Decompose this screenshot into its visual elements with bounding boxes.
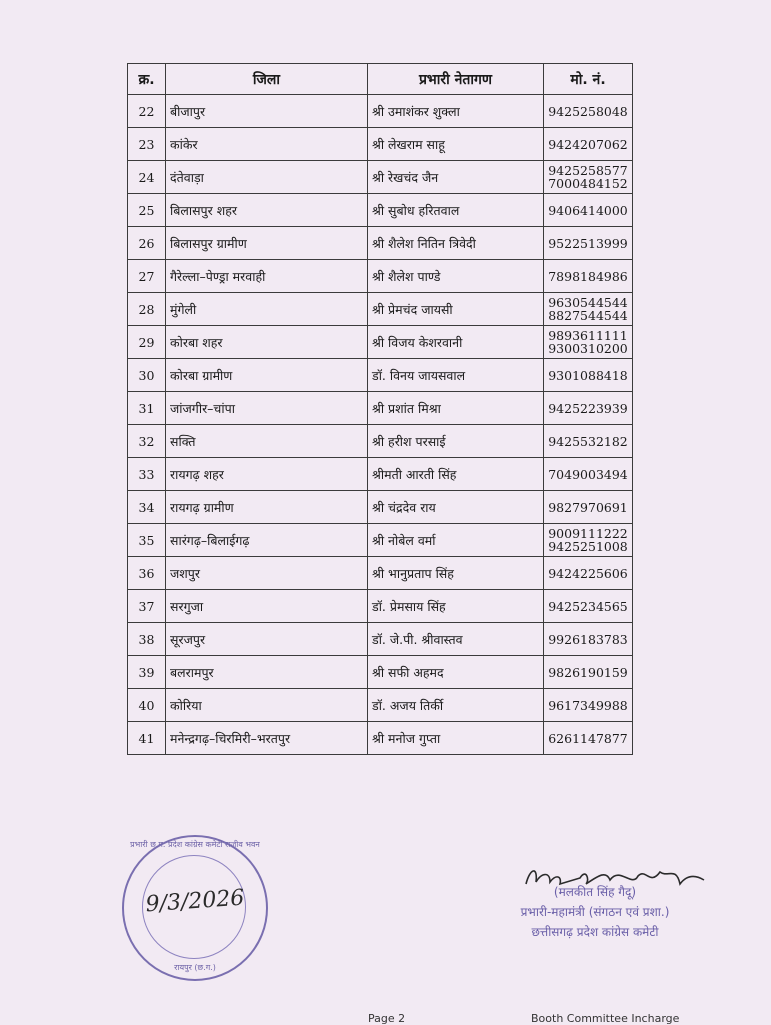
- signatory-designation: प्रभारी-महामंत्री (संगठन एवं प्रशा.): [520, 905, 670, 919]
- table-row: [128, 524, 633, 557]
- incharge-cell: श्री सुबोध हरितवाल: [368, 194, 544, 227]
- district-cell: कोरबा शहर: [166, 326, 368, 359]
- serial-number-cell: 40: [128, 689, 166, 722]
- mobile-number: 9826190159: [548, 664, 628, 680]
- district-cell: कोरिया: [166, 689, 368, 722]
- serial-number-cell: 36: [128, 557, 166, 590]
- district-cell: रायगढ़ ग्रामीण: [166, 491, 368, 524]
- mobile-number: 9425251008: [548, 539, 628, 554]
- table-row: [128, 227, 633, 260]
- incharge-cell: श्री प्रेमचंद जायसी: [368, 293, 544, 326]
- table-row: [128, 392, 633, 425]
- serial-number-cell: 27: [128, 260, 166, 293]
- header-district: जिला: [166, 64, 368, 95]
- district-cell: जांजगीर–चांपा: [166, 392, 368, 425]
- district-cell: सरगुजा: [166, 590, 368, 623]
- district-cell: रायगढ़ शहर: [166, 458, 368, 491]
- mobile-number: 9617349988: [548, 697, 628, 713]
- incharge-cell: श्री मनोज गुप्ता: [368, 722, 544, 755]
- mobile-number: 7898184986: [548, 268, 628, 284]
- mobile-cell: [544, 161, 633, 194]
- mobile-cell: [544, 590, 633, 623]
- mobile-cell: [544, 260, 633, 293]
- mobile-cell: [544, 689, 633, 722]
- serial-number-cell: 30: [128, 359, 166, 392]
- district-cell: बलरामपुर: [166, 656, 368, 689]
- serial-number-cell: 37: [128, 590, 166, 623]
- table-row: [128, 194, 633, 227]
- table-row: [128, 260, 633, 293]
- mobile-cell: [544, 491, 633, 524]
- incharge-cell: श्री शैलेश पाण्डे: [368, 260, 544, 293]
- serial-number-cell: 41: [128, 722, 166, 755]
- serial-number-cell: 39: [128, 656, 166, 689]
- serial-number-cell: 32: [128, 425, 166, 458]
- serial-number-cell: 22: [128, 95, 166, 128]
- serial-number-cell: 34: [128, 491, 166, 524]
- table-row: [128, 95, 633, 128]
- district-cell: सक्ति: [166, 425, 368, 458]
- mobile-number: 9926183783: [548, 631, 628, 647]
- district-cell: मुंगेली: [166, 293, 368, 326]
- table-row: [128, 128, 633, 161]
- table-row: [128, 293, 633, 326]
- table-row: [128, 491, 633, 524]
- mobile-cell: [544, 425, 633, 458]
- mobile-number: 9406414000: [548, 202, 628, 218]
- signatory-name: (मलकीत सिंह गैदू): [553, 885, 637, 899]
- header-incharge: प्रभारी नेतागण: [368, 64, 544, 95]
- mobile-cell: [544, 557, 633, 590]
- table-row: [128, 557, 633, 590]
- mobile-number: 9425223939: [548, 400, 628, 416]
- district-cell: मनेन्द्रगढ़–चिरमिरी–भरतपुर: [166, 722, 368, 755]
- incharge-cell: डॉ. विनय जायसवाल: [368, 359, 544, 392]
- incharge-cell: डॉ. प्रेमसाय सिंह: [368, 590, 544, 623]
- district-cell: गैरेल्ला–पेण्ड्रा मरवाही: [166, 260, 368, 293]
- incharge-cell: श्री चंद्रदेव राय: [368, 491, 544, 524]
- incharge-cell: श्री नोबेल वर्मा: [368, 524, 544, 557]
- district-cell: बीजापुर: [166, 95, 368, 128]
- district-cell: दंतेवाड़ा: [166, 161, 368, 194]
- mobile-number: 9522513999: [548, 235, 628, 251]
- incharge-cell: श्री शैलेश नितिन त्रिवेदी: [368, 227, 544, 260]
- mobile-cell: [544, 623, 633, 656]
- serial-number-cell: 38: [128, 623, 166, 656]
- table-row: [128, 656, 633, 689]
- mobile-number: 9300310200: [548, 341, 628, 356]
- serial-number-cell: 23: [128, 128, 166, 161]
- mobile-number: 7049003494: [548, 466, 628, 482]
- mobile-cell: [544, 227, 633, 260]
- serial-number-cell: 28: [128, 293, 166, 326]
- mobile-cell: [544, 359, 633, 392]
- incharge-cell: श्री भानुप्रताप सिंह: [368, 557, 544, 590]
- incharge-table: [127, 63, 633, 755]
- district-cell: कांकेर: [166, 128, 368, 161]
- table-row: [128, 458, 633, 491]
- mobile-number: 9425258577: [548, 163, 628, 178]
- incharge-cell: श्री लेखराम साहू: [368, 128, 544, 161]
- serial-number-cell: 33: [128, 458, 166, 491]
- mobile-number: 9424207062: [548, 136, 628, 152]
- incharge-cell: डॉ. जे.पी. श्रीवास्तव: [368, 623, 544, 656]
- mobile-cell: [544, 392, 633, 425]
- mobile-cell: [544, 524, 633, 557]
- serial-number-cell: 29: [128, 326, 166, 359]
- district-cell: कोरबा ग्रामीण: [166, 359, 368, 392]
- table-body: [128, 95, 633, 755]
- header-mobile: मो. नं.: [544, 64, 633, 95]
- district-cell: सारंगढ़–बिलाईगढ़: [166, 524, 368, 557]
- mobile-number: 7000484152: [548, 176, 628, 191]
- table-row: [128, 359, 633, 392]
- table-row: [128, 326, 633, 359]
- mobile-cell: [544, 656, 633, 689]
- incharge-cell: श्रीमती आरती सिंह: [368, 458, 544, 491]
- incharge-cell: श्री सफी अहमद: [368, 656, 544, 689]
- mobile-number: 9301088418: [548, 367, 628, 383]
- seal-handwritten-date: 9/3/2026: [144, 885, 246, 918]
- serial-number-cell: 35: [128, 524, 166, 557]
- table-row: [128, 722, 633, 755]
- mobile-number: 9009111222: [548, 526, 628, 541]
- district-cell: जशपुर: [166, 557, 368, 590]
- table-row: [128, 425, 633, 458]
- incharge-cell: डॉ. अजय तिर्की: [368, 689, 544, 722]
- table-header-row: [128, 64, 633, 95]
- serial-number-cell: 24: [128, 161, 166, 194]
- signatory-organization: छत्तीसगढ़ प्रदेश कांग्रेस कमेटी: [531, 925, 659, 939]
- incharge-cell: श्री उमाशंकर शुक्ला: [368, 95, 544, 128]
- mobile-cell: [544, 326, 633, 359]
- official-seal: [122, 835, 268, 981]
- mobile-number: 9893611111: [548, 328, 628, 343]
- mobile-cell: [544, 194, 633, 227]
- serial-number-cell: 25: [128, 194, 166, 227]
- signature-block: [470, 882, 720, 942]
- mobile-cell: [544, 293, 633, 326]
- serial-number-cell: 31: [128, 392, 166, 425]
- mobile-number: 6261147877: [548, 730, 628, 746]
- incharge-cell: श्री हरीश परसाई: [368, 425, 544, 458]
- mobile-number: 8827544544: [548, 308, 628, 323]
- seal-bottom-text: रायपुर (छ.ग.): [174, 963, 216, 972]
- incharge-cell: श्री रेखचंद जैन: [368, 161, 544, 194]
- incharge-cell: श्री प्रशांत मिश्रा: [368, 392, 544, 425]
- seal-ring-text: प्रभारी छ.ग. प्रदेश कांग्रेस कमेटी राजीव भवन: [130, 840, 260, 849]
- serial-number-cell: 26: [128, 227, 166, 260]
- table-row: [128, 590, 633, 623]
- district-cell: बिलासपुर शहर: [166, 194, 368, 227]
- header-serial-no: क्र.: [128, 64, 166, 95]
- mobile-cell: [544, 128, 633, 161]
- mobile-cell: [544, 722, 633, 755]
- mobile-cell: [544, 95, 633, 128]
- incharge-cell: श्री विजय केशरवानी: [368, 326, 544, 359]
- mobile-number: 9425234565: [548, 598, 628, 614]
- district-cell: सूरजपुर: [166, 623, 368, 656]
- table-row: [128, 623, 633, 656]
- mobile-cell: [544, 458, 633, 491]
- mobile-number: 9424225606: [548, 565, 628, 581]
- mobile-number: 9630544544: [548, 295, 628, 310]
- page-number: Page 2: [368, 1012, 406, 1025]
- mobile-number: 9425532182: [548, 433, 628, 449]
- table-row: [128, 689, 633, 722]
- table-row: [128, 161, 633, 194]
- mobile-number: 9425258048: [548, 103, 628, 119]
- mobile-number: 9827970691: [548, 499, 628, 515]
- document-footer-title: Booth Committee Incharge: [531, 1012, 680, 1025]
- district-cell: बिलासपुर ग्रामीण: [166, 227, 368, 260]
